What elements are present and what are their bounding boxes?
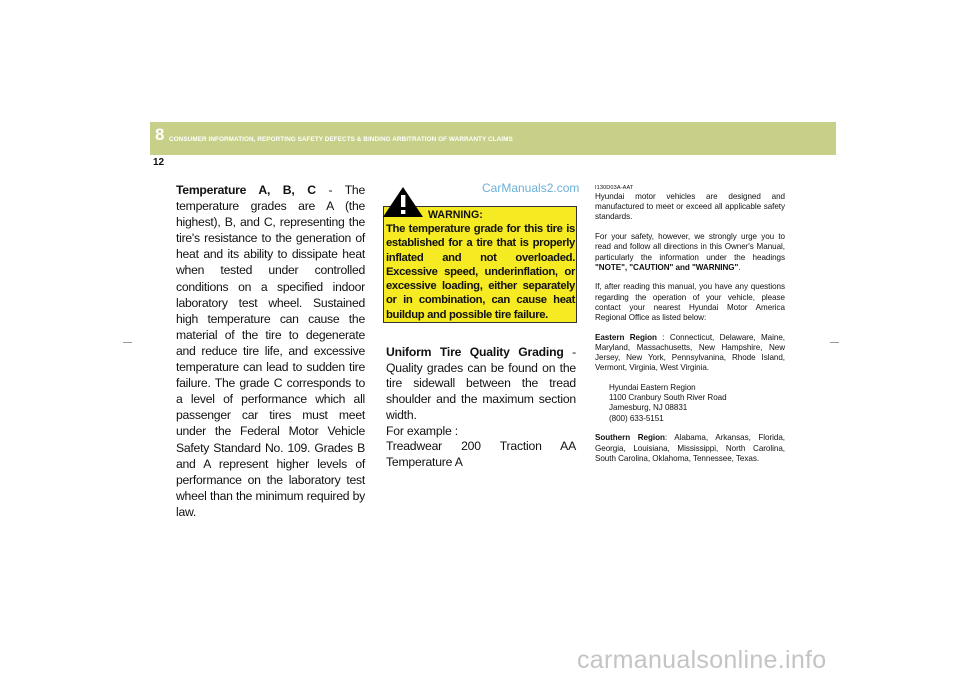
chapter-title: CONSUMER INFORMATION, REPORTING SAFETY DEFECTS & BINDING ARBITRATION OF WARRANTY CLAIMS <box>169 136 513 143</box>
eastern-region-address <box>595 383 785 424</box>
intro-paragraph: Hyundai motor vehicles are designed and manufactured to meet or exceed all applicable safety standards. <box>595 192 785 222</box>
eastern-region-label: Eastern Region <box>595 332 657 342</box>
eastern-region-paragraph <box>595 333 785 374</box>
watermark-top[interactable]: CarManuals2.com <box>482 181 580 195</box>
address-street: 1100 Cranbury South River Road <box>609 393 727 403</box>
example-value: Treadwear 200 Traction AA Temperature A <box>386 439 576 469</box>
southern-region-paragraph <box>595 433 785 464</box>
warning-triangle-icon <box>381 186 425 218</box>
southern-region-states: : Alabama, Arkansas, Florida, Georgia, Louisiana, Mississippi, North Carolina, South Carolina, Oklahoma, Tennessee, Texas. <box>595 433 785 463</box>
warning-heading: WARNING: <box>428 209 483 221</box>
page-number: 12 <box>153 157 165 168</box>
safety-end: . <box>738 262 741 272</box>
safety-text: For your safety, however, we strongly urge you to read and follow all directions in this Owner's Manual, particularly the information under the headings <box>595 232 785 262</box>
address-city: Jamesburg, NJ 08831 <box>609 403 688 413</box>
safety-headings: "NOTE", "CAUTION" and "WARNING" <box>595 262 739 272</box>
utqg-text: - Quality grades can be found on the tire sidewall between the tread shoulder and the maximum section width. <box>386 345 577 422</box>
warning-text: The temperature grade for this tire is established for a tire that is properly inflated and not overloaded. Excessive speed, underinflation, or excessive loading, either separately or in combination, can cause heat buildup and possible tire failure. <box>386 223 575 321</box>
safety-paragraph <box>595 232 785 273</box>
chapter-number: 8 <box>155 125 165 144</box>
address-name: Hyundai Eastern Region <box>609 383 696 393</box>
temperature-grade-paragraph <box>176 182 365 520</box>
watermark-bottom[interactable]: carmanualsonline.info <box>577 646 827 674</box>
crop-mark-left <box>123 342 132 343</box>
utqg-term: Uniform Tire Quality Grading <box>386 345 564 359</box>
contact-paragraph: If, after reading this manual, you have any questions regarding the operation of your vehicle, please contact your nearest Hyundai Motor America Regional Office as listed below: <box>595 282 785 323</box>
temperature-grade-term: Temperature A, B, C <box>176 183 316 197</box>
eastern-region-states: : Connecticut, Delaware, Maine, Maryland, Massachusetts, New Hampshire, New Jersey, New York, Pennsylvanina, Rhode Island, Vermont, Virginia, West Virginia. <box>595 332 785 373</box>
example-label: For example : <box>386 423 458 438</box>
section-code: I130D03A-AAT <box>595 185 634 191</box>
address-phone: (800) 633-5151 <box>609 413 664 423</box>
southern-region-label: Southern Region <box>595 433 665 443</box>
temperature-grade-text: - The temperature grades are A (the highest), B, and C, representing the tire's resistance to the generation of heat and its ability to dissipate heat when tested under controlled conditions on a specified indoor laboratory test wheel. Sustained high temperature can cause the material of the tire to degenerate and reduce tire life, and excessive temperature can lead to sudden tire failure. The grade C corresponds to a level of performance which all passenger car tires must meet under the Federal Motor Vehicle Safety Standard No. 109. Grades B and A represent higher levels of performance on the laboratory test wheel than the minimum required by law. <box>176 183 365 519</box>
consumer-information-column <box>595 184 785 473</box>
crop-mark-right <box>830 342 839 343</box>
utqg-paragraph <box>386 345 576 471</box>
